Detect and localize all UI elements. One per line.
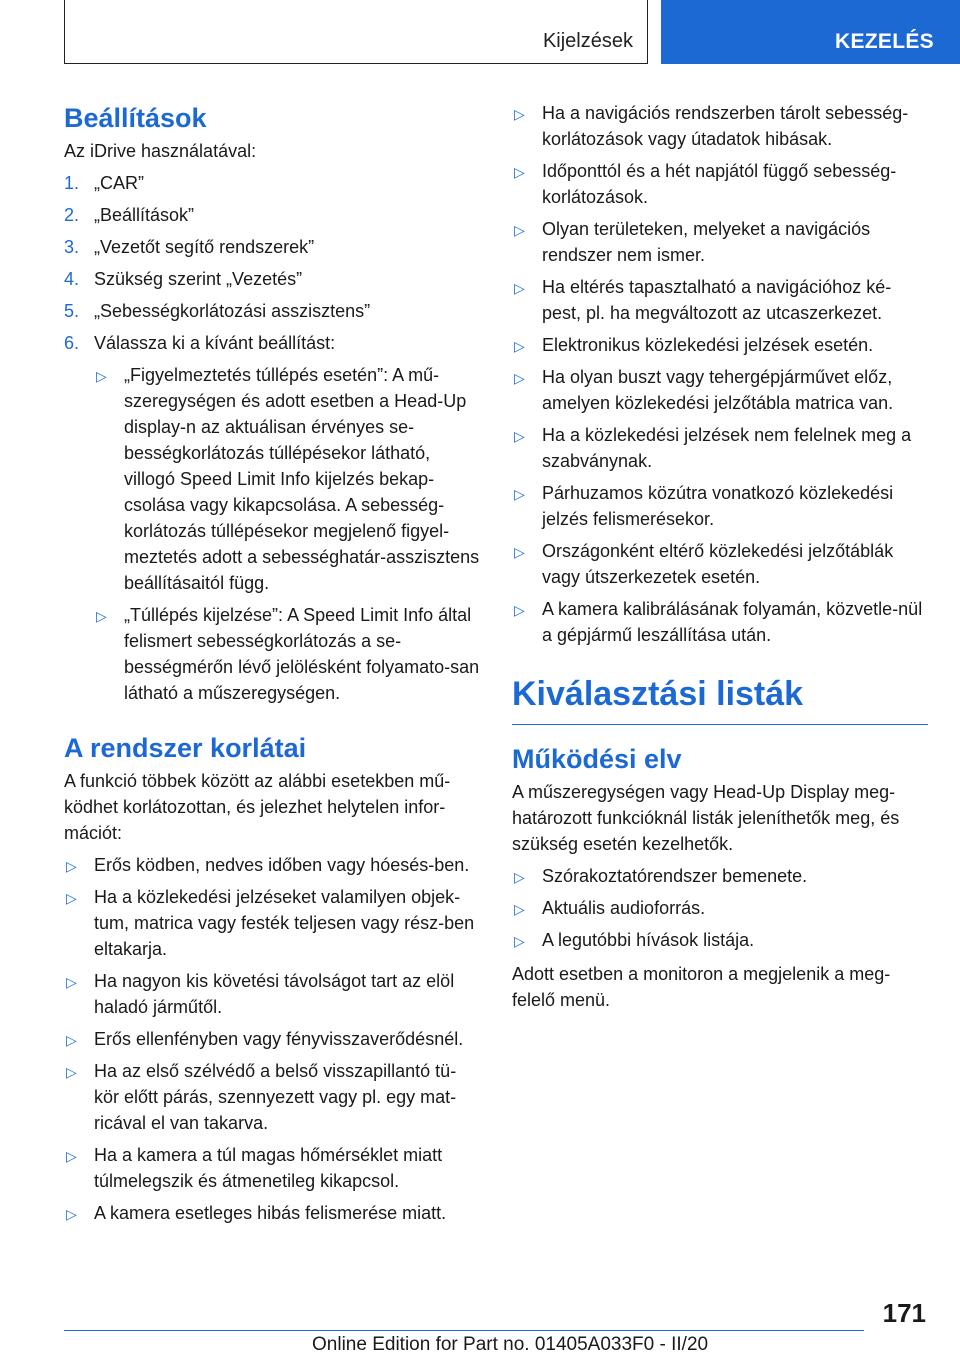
list-item-text: Ha az első szélvédő a belső visszapillantó tü-kör előtt párás, szennyezett vagy pl. egy mat-ricával el van takarva. <box>94 1061 457 1133</box>
triangle-right-icon: ▷ <box>514 602 525 618</box>
limits-list <box>64 852 480 1226</box>
list-item <box>512 364 928 416</box>
step-number: 2. <box>64 205 80 225</box>
triangle-right-icon: ▷ <box>66 1206 77 1222</box>
list-item-text: Szórakoztatórendszer bemenete. <box>542 866 808 886</box>
list-item-text: Országonként eltérő közlekedési jelzőtáblák vagy útszerkezetek esetén. <box>542 541 894 587</box>
step-text: „Vezetőt segítő rendszerek” <box>94 237 315 257</box>
list-item <box>512 927 928 953</box>
triangle-right-icon: ▷ <box>514 869 525 885</box>
list-item-text: Ha a közlekedési jelzések nem felelnek meg a szabványnak. <box>542 425 912 471</box>
step-text: Válassza ki a kívánt beállítást: <box>94 333 336 353</box>
settings-steps-list <box>64 170 480 706</box>
left-column <box>64 98 480 1226</box>
list-item-text: Időponttól és a hét napjától függő sebesség-korlátozások. <box>542 161 897 207</box>
list-item-text: Párhuzamos közútra vonatkozó közlekedési jelzés felismerésekor. <box>542 483 894 529</box>
header-section-box <box>64 0 648 64</box>
settings-intro: Az iDrive használatával: <box>64 141 257 161</box>
list-item <box>64 968 480 1020</box>
triangle-right-icon: ▷ <box>514 544 525 560</box>
triangle-right-icon: ▷ <box>66 1032 77 1048</box>
list-item <box>512 895 928 921</box>
list-item-text: Ha eltérés tapasztalható a navigációhoz ké-pest, pl. ha megváltozott az utcaszerkezet. <box>542 277 892 323</box>
triangle-right-icon: ▷ <box>66 858 77 874</box>
page-number: 171 <box>882 1298 926 1328</box>
principle-list <box>512 863 928 953</box>
list-item-text: „Figyelmeztetés túllépés esetén”: A mű-szeregységen és adott esetben a Head-Up display-n az aktuálisan érvényes se-bességkorlátozás túllépésekor látható, villogó Speed Limit Info kijelzés bekap-csolása vagy kikapcsolása. A sebesség-korlátozás túllépésekor megjelenő figyel-meztetés adott a sebességhatár-asszisztens beállításaitól függ. <box>124 365 480 593</box>
list-item-text: Ha nagyon kis követési távolságot tart az elöl haladó járműtől. <box>94 971 455 1017</box>
triangle-right-icon: ▷ <box>96 608 107 624</box>
list-item <box>64 1026 480 1052</box>
list-item <box>512 158 928 210</box>
triangle-right-icon: ▷ <box>514 901 525 917</box>
principle-outro: Adott esetben a monitoron a megjelenik a meg-felelő menü. <box>512 964 891 1010</box>
list-item <box>64 1058 480 1136</box>
list-item <box>512 596 928 648</box>
limits-intro: A funkció többek között az alábbi esetekben mű-ködhet korlátozottan, és jelezhet helytelen infor-mációt: <box>64 771 451 843</box>
list-item <box>512 332 928 358</box>
list-item-text: A legutóbbi hívások listája. <box>542 930 755 950</box>
list-item <box>512 100 928 152</box>
step-text: „CAR” <box>94 173 144 193</box>
step-text: „Sebességkorlátozási asszisztens” <box>94 301 371 321</box>
limits-list-continued <box>512 100 928 648</box>
list-item-text: Erős ellenfényben vagy fényvisszaverődésnél. <box>94 1029 464 1049</box>
list-item <box>64 884 480 962</box>
footer-edition: Online Edition for Part no. 01405A033F0 - II/20 <box>312 1334 709 1355</box>
triangle-right-icon: ▷ <box>514 106 525 122</box>
triangle-right-icon: ▷ <box>514 338 525 354</box>
list-item <box>64 852 480 878</box>
step-item <box>64 266 480 292</box>
footer-divider <box>64 1330 864 1331</box>
right-column <box>512 100 928 1013</box>
step-number: 6. <box>64 333 80 353</box>
list-item <box>94 362 480 596</box>
list-item-text: Erős ködben, nedves időben vagy hóesés-ben. <box>94 855 470 875</box>
list-item <box>512 538 928 590</box>
step-number: 5. <box>64 301 80 321</box>
limits-heading: A rendszer korlátai <box>64 733 307 763</box>
list-item-text: Ha a kamera a túl magas hőmérséklet miatt túlmelegszik és átmenetileg kikapcsol. <box>94 1145 443 1191</box>
step-text: „Beállítások” <box>94 205 195 225</box>
step-item <box>64 170 480 196</box>
list-item <box>512 863 928 889</box>
list-item <box>64 1200 480 1226</box>
list-item-text: „Túllépés kijelzése”: A Speed Limit Info által felismert sebességkorlátozás a se-bességmérőn lévő jelölésként folyamato-san látható a műszeregységen. <box>124 605 480 703</box>
list-item-text: Elektronikus közlekedési jelzések esetén. <box>542 335 874 355</box>
triangle-right-icon: ▷ <box>514 486 525 502</box>
step-number: 3. <box>64 237 80 257</box>
step-item <box>64 202 480 228</box>
list-item <box>64 1142 480 1194</box>
list-item <box>512 216 928 268</box>
list-item-text: Ha a közlekedési jelzéseket valamilyen objek-tum, matrica vagy festék teljesen vagy rész-ben eltakarja. <box>94 887 475 959</box>
step-item <box>64 234 480 260</box>
header-section-title: Kijelzések <box>542 30 633 52</box>
triangle-right-icon: ▷ <box>514 222 525 238</box>
triangle-right-icon: ▷ <box>514 428 525 444</box>
list-item <box>94 602 480 706</box>
header-chapter-tab[interactable]: KEZELÉS <box>661 0 960 64</box>
list-item <box>512 422 928 474</box>
triangle-right-icon: ▷ <box>66 1064 77 1080</box>
triangle-right-icon: ▷ <box>66 974 77 990</box>
list-item-text: A kamera esetleges hibás felismerése miatt. <box>94 1203 447 1223</box>
step-number: 1. <box>64 173 80 193</box>
step-number: 4. <box>64 269 80 289</box>
triangle-right-icon: ▷ <box>514 280 525 296</box>
step-item <box>64 298 480 324</box>
triangle-right-icon: ▷ <box>96 368 107 384</box>
list-item-text: Ha a navigációs rendszerben tárolt sebesség-korlátozások vagy útadatok hibásak. <box>542 103 909 149</box>
step-item <box>64 330 480 706</box>
triangle-right-icon: ▷ <box>514 933 525 949</box>
list-item-text: A kamera kalibrálásának folyamán, közvetle-nül a gépjármű leszállítása után. <box>542 599 923 645</box>
principle-heading: Működési elv <box>512 744 682 774</box>
list-item-text: Ha olyan buszt vagy tehergépjárművet előz, amelyen közlekedési jelzőtábla matrica van. <box>542 367 894 413</box>
triangle-right-icon: ▷ <box>66 890 77 906</box>
triangle-right-icon: ▷ <box>514 370 525 386</box>
list-item <box>512 480 928 532</box>
triangle-right-icon: ▷ <box>66 1148 77 1164</box>
settings-heading: Beállítások <box>64 103 207 133</box>
selection-lists-heading: Kiválasztási listák <box>512 670 928 725</box>
list-item-text: Olyan területeken, melyeket a navigációs rendszer nem ismer. <box>542 219 871 265</box>
principle-intro: A műszeregységen vagy Head-Up Display meg-határozott funkcióknál listák jeleníthetők meg, és szükség esetén kezelhetők. <box>512 782 900 854</box>
step-text: Szükség szerint „Vezetés” <box>94 269 303 289</box>
list-item <box>512 274 928 326</box>
triangle-right-icon: ▷ <box>514 164 525 180</box>
list-item-text: Aktuális audioforrás. <box>542 898 706 918</box>
step-options-list <box>94 362 480 706</box>
